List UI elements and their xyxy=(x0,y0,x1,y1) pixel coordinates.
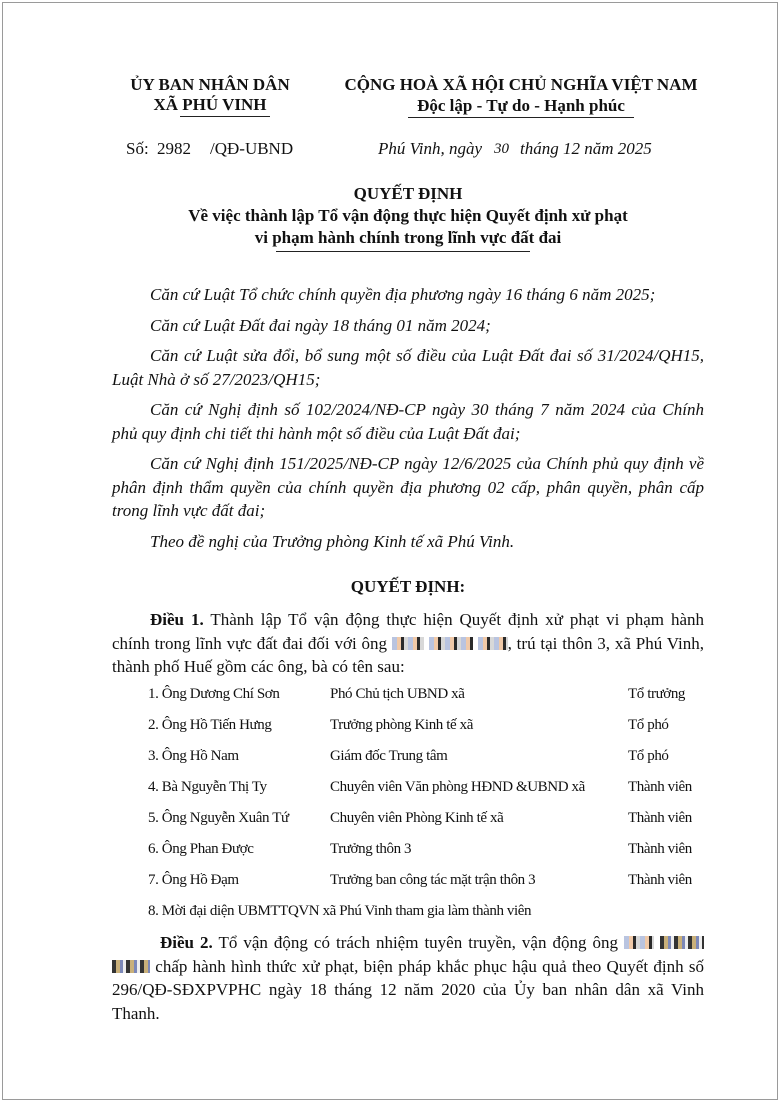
preamble-item: Căn cứ Nghị định số 102/2024/NĐ-CP ngày 30 tháng 7 năm 2024 của Chính phủ quy định chi tiết thi hành một số điều của Luật Đất đai; xyxy=(112,400,704,443)
doc-number-suffix: /QĐ-UBND xyxy=(210,139,294,158)
redacted-name xyxy=(112,960,150,973)
member-title: Trưởng phòng Kinh tế xã xyxy=(330,717,473,733)
article-2-label: Điều 2. xyxy=(160,933,213,952)
member-title: Chuyên viên Phòng Kinh tế xã xyxy=(330,810,504,826)
decision-subject-line1: Về việc thành lập Tổ vận động thực hiện Quyết định xử phạt xyxy=(188,206,628,225)
nation-motto: Độc lập - Tự do - Hạnh phúc xyxy=(417,96,625,115)
member-role: Thành viên xyxy=(628,841,692,857)
member-role: Tổ phó xyxy=(628,748,669,764)
decision-subject-line2: vi phạm hành chính trong lĩnh vực đất đai xyxy=(254,228,562,247)
org-underline xyxy=(180,116,270,117)
member-row xyxy=(148,841,708,863)
member-name: 7. Ông Hồ Đạm xyxy=(148,872,239,888)
member-title: Trưởng ban công tác mặt trận thôn 3 xyxy=(330,872,536,888)
member-name: 2. Ông Hồ Tiến Hưng xyxy=(148,717,272,733)
nation-title: CỘNG HOÀ XÃ HỘI CHỦ NGHĨA VIỆT NAM xyxy=(344,75,698,94)
member-name: 3. Ông Hồ Nam xyxy=(148,748,239,764)
article-1-label: Điều 1. xyxy=(150,610,204,629)
redacted-name xyxy=(392,637,424,650)
org-name: ỦY BAN NHÂN DÂN xyxy=(130,75,290,94)
member-role: Thành viên xyxy=(628,872,692,888)
member-note-text: 8. Mời đại diện UBMTTQVN xã Phú Vinh tham gia làm thành viên xyxy=(148,903,532,919)
article-1-text: Thành lập Tổ vận động thực hiện Quyết định xử phạt vi phạm hành chính trong lĩnh vực đất đai đối với ông xyxy=(112,610,704,653)
date-place: Phú Vinh, ngày xyxy=(378,139,483,158)
preamble-item: Căn cứ Luật Tổ chức chính quyền địa phương ngày 16 tháng 6 năm 2025; xyxy=(150,285,656,304)
member-row xyxy=(148,872,708,894)
preamble-item: Căn cứ Luật Đất đai ngày 18 tháng 01 năm 2024; xyxy=(150,316,491,335)
member-name: 6. Ông Phan Được xyxy=(148,841,254,857)
member-role: Tổ trưởng xyxy=(628,686,686,702)
article-2-text: Tổ vận động có trách nhiệm tuyên truyền, vận động ông xyxy=(212,933,624,952)
date-rest: tháng 12 năm 2025 xyxy=(520,139,652,158)
member-title: Trưởng thôn 3 xyxy=(330,841,412,857)
article-2 xyxy=(112,931,704,1025)
member-title: Chuyên viên Văn phòng HĐND &UBND xã xyxy=(330,779,585,795)
preamble-item: Căn cứ Nghị định 151/2025/NĐ-CP ngày 12/6/2025 của Chính phủ quy định về phân định thẩm quyền của chính quyền địa phương 02 cấp, phân quyền, phân cấp trong lĩnh vực đất đai; xyxy=(112,454,704,520)
org-unit: XÃ PHÚ VINH xyxy=(153,95,267,114)
redacted-name xyxy=(624,936,654,949)
member-role: Thành viên xyxy=(628,810,692,826)
doc-number-label: Số: xyxy=(126,139,149,158)
decision-title: QUYẾT ĐỊNH xyxy=(353,184,463,203)
redacted-name xyxy=(429,637,473,650)
redacted-name xyxy=(478,637,508,650)
date-day: 30 xyxy=(494,141,509,157)
decision-heading: QUYẾT ĐỊNH: xyxy=(350,577,466,596)
member-row xyxy=(148,717,708,739)
member-note xyxy=(148,903,708,925)
member-name: 1. Ông Dương Chí Sơn xyxy=(148,686,280,702)
article-1-text-end: , trú tại thôn 3, xã Phú Vinh, thành phố Huế gồm các ông, bà có tên sau: xyxy=(112,633,704,676)
member-row xyxy=(148,779,708,801)
member-title: Giám đốc Trung tâm xyxy=(330,748,448,764)
member-row xyxy=(148,748,708,770)
member-role: Tổ phó xyxy=(628,717,669,733)
title-underline xyxy=(276,251,530,252)
article-2-text-end: chấp hành hình thức xử phạt, biện pháp khắc phục hậu quả theo Quyết định số 296/QĐ-SĐXPVPHC ngày 18 tháng 12 năm 2020 của Ủy ban nhân dân xã Vinh Thanh. xyxy=(112,956,704,1023)
motto-underline xyxy=(408,117,634,118)
member-row xyxy=(148,810,708,832)
article-1 xyxy=(112,608,704,679)
member-row xyxy=(148,686,708,708)
preamble-item: Theo đề nghị của Trưởng phòng Kinh tế xã Phú Vinh. xyxy=(150,532,515,551)
member-title: Phó Chủ tịch UBND xã xyxy=(330,686,465,702)
redacted-name xyxy=(660,936,704,949)
doc-number: 2982 xyxy=(157,139,191,158)
member-name: 5. Ông Nguyễn Xuân Tứ xyxy=(148,810,289,826)
preamble-item: Căn cứ Luật sửa đổi, bổ sung một số điều của Luật Đất đai số 31/2024/QH15, Luật Nhà ở số 27/2023/QH15; xyxy=(112,346,704,389)
member-role: Thành viên xyxy=(628,779,692,795)
member-name: 4. Bà Nguyễn Thị Ty xyxy=(148,779,267,795)
